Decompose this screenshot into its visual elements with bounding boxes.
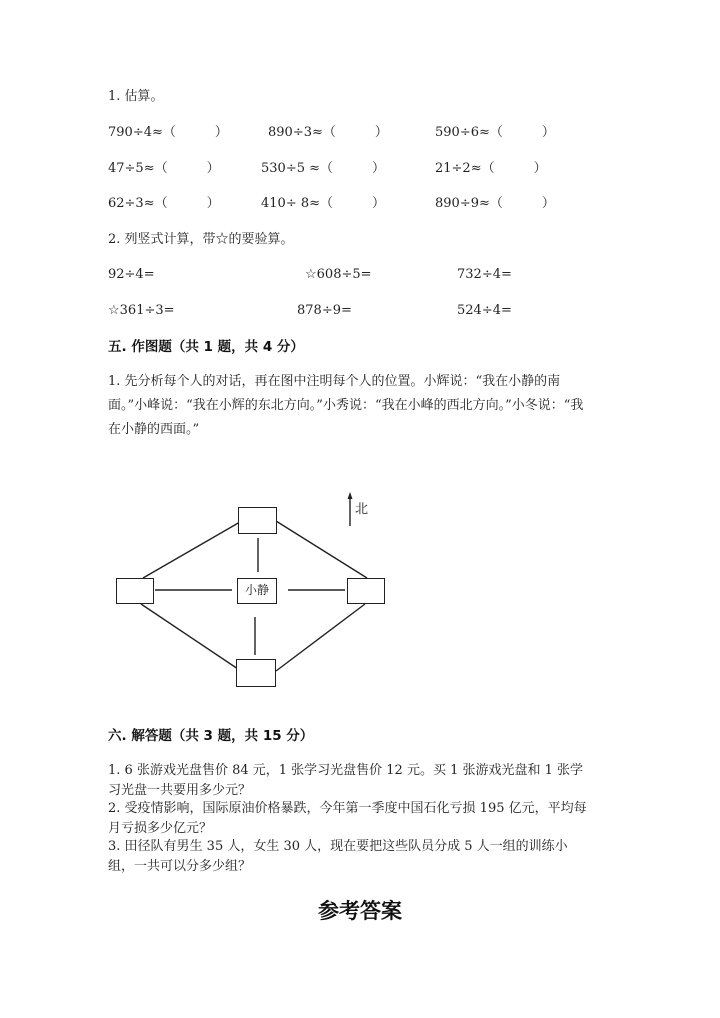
section5-heading: 五. 作图题（共 1 题，共 4 分） <box>108 339 304 355</box>
vertical-item: ☆361÷3= <box>108 303 175 318</box>
vertical-item: 92÷4= <box>108 267 155 282</box>
estimate-item: 62÷3≈（ ） <box>108 196 220 211</box>
section6-question-3: 3. 田径队有男生 35 人，女生 30 人，现在要把这些队员分成 5 人一组的训练小组，一共可以分多少组？ <box>108 839 568 874</box>
estimate-item: 590÷6≈（ ） <box>435 125 555 140</box>
vertical-item: 524÷4= <box>457 303 512 318</box>
position-box-north <box>238 507 277 534</box>
north-arrow-icon <box>348 492 353 499</box>
section5-question: 1. 先分析每个人的对话，再在图中注明每个人的位置。小辉说：“我在小静的南面。”小峰说：“我在小辉的东北方向。”小秀说：“我在小峰的西北方向。”小冬说：“我在小静的西面。” <box>108 374 584 437</box>
section6-question-1: 1. 6 张游戏光盘售价 84 元，1 张学习光盘售价 12 元。买 1 张游戏光盘和 1 张学习光盘一共要用多少元？ <box>108 763 584 798</box>
section6-question-2: 2. 受疫情影响，国际原油价格暴跌，今年第一季度中国石化亏损 195 亿元，平均每月亏损多少亿元？ <box>108 801 587 836</box>
section6-heading: 六. 解答题（共 3 题，共 15 分） <box>108 728 314 744</box>
vertical-item: 732÷4= <box>457 267 512 282</box>
vertical-item: ☆608÷5= <box>305 267 372 282</box>
north-label: 北 <box>355 502 369 517</box>
estimate-item: 530÷5 ≈（ ） <box>261 161 386 176</box>
vertical-heading: 2. 列竖式计算，带☆的要验算。 <box>108 232 294 247</box>
estimate-heading: 1. 估算。 <box>108 89 164 104</box>
estimate-item: 21÷2≈（ ） <box>435 161 547 176</box>
estimate-item: 47÷5≈（ ） <box>108 161 220 176</box>
position-box-east <box>347 578 385 604</box>
position-box-west <box>116 578 154 604</box>
answers-title: 参考答案 <box>318 899 402 923</box>
estimate-item: 790÷4≈（ ） <box>108 125 228 140</box>
vertical-item: 878÷9= <box>297 303 352 318</box>
estimate-item: 890÷9≈（ ） <box>435 196 555 211</box>
position-box-south <box>236 659 276 687</box>
center-box-xiaojing: 小静 <box>237 578 277 604</box>
estimate-item: 410÷ 8≈（ ） <box>261 196 386 211</box>
estimate-item: 890÷3≈（ ） <box>268 125 388 140</box>
